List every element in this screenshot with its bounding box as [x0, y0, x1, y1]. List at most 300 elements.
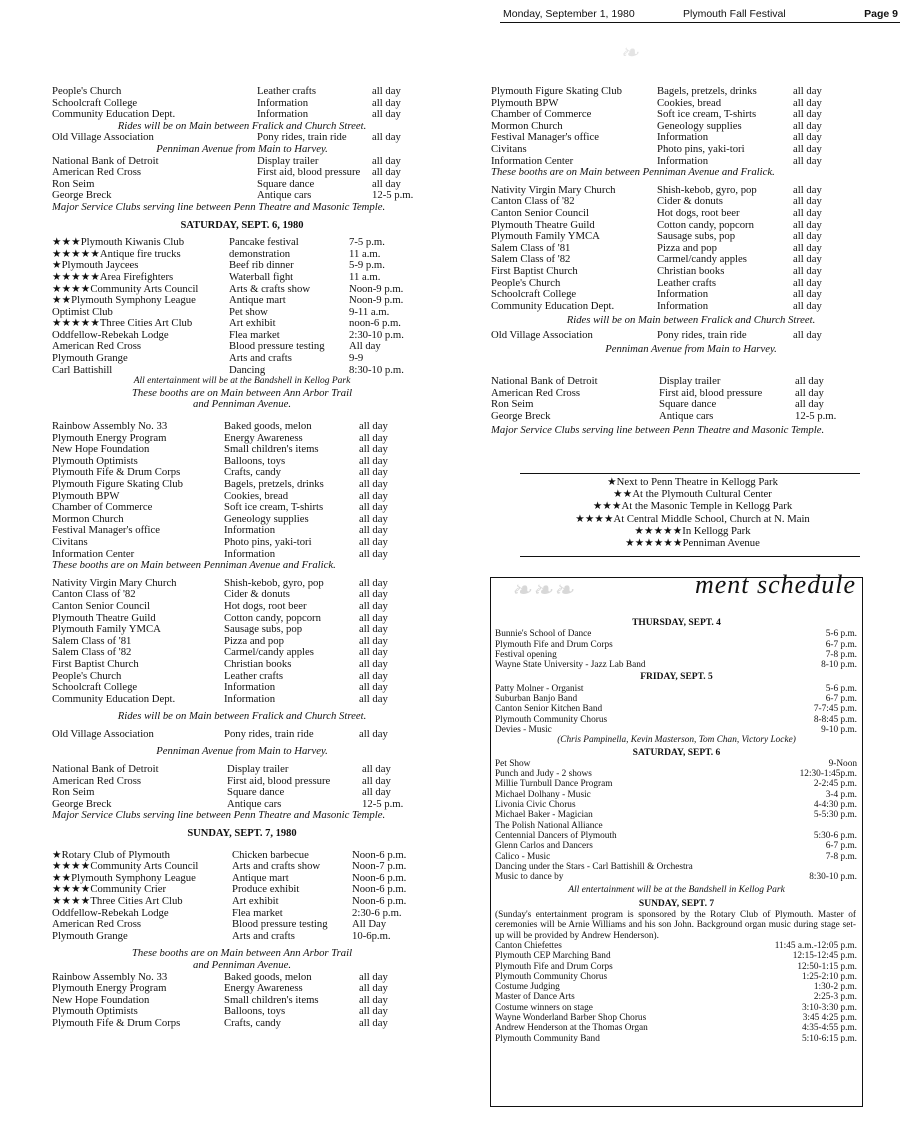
performance-time: 8-8:45 p.m.	[813, 714, 857, 725]
note: Penniman Avenue from Main to Harvey.	[605, 343, 777, 356]
schedule-row	[491, 800, 862, 810]
booth-time: 2:30-6 p.m.	[352, 906, 402, 919]
booth-organization: American Red Cross	[491, 386, 581, 399]
booth-row	[491, 376, 891, 388]
performer-note: (Chris Pampinella, Kevin Masterson, Tom Chan, Victory Locke)	[557, 735, 796, 746]
booth-item: Pet show	[229, 305, 268, 318]
booth-time: all day	[359, 466, 388, 479]
schedule-row	[491, 831, 862, 841]
booth-organization: Chamber of Commerce	[491, 108, 592, 121]
booth-time: all day	[372, 177, 401, 190]
booth-time: all day	[359, 547, 388, 560]
booth-item: Flea market	[229, 328, 280, 341]
booth-item: First aid, blood pressure	[227, 774, 331, 787]
booth-time: all day	[793, 253, 822, 266]
booth-time: all day	[793, 230, 822, 243]
booth-time: all day	[793, 108, 822, 121]
booth-organization: Plymouth Energy Program	[52, 982, 167, 995]
schedule-row	[491, 972, 862, 982]
booth-organization: Nativity Virgin Mary Church	[491, 183, 616, 196]
schedule-row	[491, 650, 862, 660]
booth-organization: Rainbow Assembly No. 33	[52, 970, 168, 983]
booth-organization: New Hope Foundation	[52, 993, 150, 1006]
schedule-row	[491, 951, 862, 961]
booth-row	[52, 659, 432, 671]
day-heading: SATURDAY, SEPT. 6	[632, 747, 721, 758]
booth-organization: Community Education Dept.	[52, 692, 176, 705]
booth-time: Noon-6 p.m.	[352, 871, 407, 884]
booth-time: all day	[359, 646, 388, 659]
booth-time: 12-5 p.m.	[372, 189, 414, 202]
booth-item: Cotton candy, popcorn	[224, 611, 321, 624]
booth-item: Antique mart	[229, 294, 286, 307]
booth-time: all day	[793, 299, 822, 312]
faded-title-ornament: ❧❧❧	[511, 578, 575, 604]
booth-row	[491, 411, 891, 423]
booth-organization: ★Plymouth Jaycees	[52, 259, 139, 272]
booth-time: 8:30-10 p.m.	[349, 363, 404, 376]
note: Penniman Avenue from Main to Harvey.	[156, 142, 328, 155]
performance-time: 7-8 p.m.	[825, 649, 857, 660]
note: Major Service Clubs serving line between Penn Theatre and Masonic Temple.	[52, 809, 386, 822]
note: and Penniman Avenue.	[192, 398, 292, 411]
booth-time: all day	[372, 166, 401, 179]
booth-organization: Plymouth Theatre Guild	[491, 218, 595, 231]
booth-time: all day	[372, 96, 401, 109]
booth-organization: ★★★★★Three Cities Art Club	[52, 317, 193, 330]
performance-time: 11:45 a.m.-12:05 p.m.	[774, 940, 857, 951]
schedule-row	[491, 660, 862, 670]
booth-organization: Plymouth Figure Skating Club	[52, 478, 183, 490]
booth-row	[52, 694, 432, 706]
booth-time: 7-5 p.m.	[349, 236, 385, 249]
booth-time: all day	[795, 386, 824, 399]
booth-item: Balloons, toys	[224, 454, 286, 467]
performer: Plymouth CEP Marching Band	[495, 951, 611, 962]
booth-organization: Plymouth Family YMCA	[52, 623, 161, 636]
sponsor-paragraph: (Sunday's entertainment program is sponsored by the Rotary Club of Plymouth. Master of ceremonies will be Arnie Williams and his son John. Background organ music during stage set-up will be provided by Andrew Henderson).	[495, 910, 856, 941]
performer: Millie Turnbull Dance Program	[495, 779, 613, 790]
booth-item: Square dance	[257, 177, 315, 190]
booth-time: all day	[359, 993, 388, 1006]
booth-organization: First Baptist Church	[52, 657, 139, 670]
schedule-row	[491, 992, 862, 1002]
faint-logo-mark: ❧	[620, 40, 639, 65]
schedule-title-text: ment schedule	[694, 570, 856, 599]
booth-organization: Salem Class of '82	[491, 253, 571, 266]
booth-row	[491, 144, 891, 156]
header-title: Plymouth Fall Festival	[683, 8, 786, 20]
booth-item: Baked goods, melon	[224, 420, 312, 433]
booth-item: Bagels, pretzels, drinks	[224, 478, 324, 490]
booth-time: 11 a.m.	[349, 270, 381, 283]
performer: Bunnie's School of Dance	[495, 629, 592, 640]
booth-item: Information	[657, 131, 709, 144]
booth-row	[52, 601, 432, 613]
performer: The Polish National Alliance	[495, 820, 603, 831]
booth-time: 9-11 a.m.	[349, 305, 390, 318]
booth-time: all day	[359, 623, 388, 636]
booth-organization: Plymouth Family YMCA	[491, 230, 600, 243]
booth-item: Information	[657, 154, 709, 167]
performer: Plymouth Fife and Drum Corps	[495, 961, 613, 972]
booth-item: Geneology supplies	[657, 119, 742, 132]
performance-time: 6-7 p.m.	[825, 841, 857, 852]
performer: Calico - Music	[495, 851, 551, 862]
performer: Michael Dolhany - Music	[495, 789, 591, 800]
performance-time: 3:10-3:30 p.m.	[801, 1002, 857, 1013]
booth-time: all day	[359, 1005, 388, 1018]
booth-organization: Civitans	[52, 535, 88, 548]
booth-organization: Salem Class of '81	[52, 634, 132, 647]
booth-item: Pony rides, train ride	[224, 727, 314, 740]
page-header	[500, 8, 900, 23]
booth-organization: Mormon Church	[491, 119, 563, 132]
day-heading: THURSDAY, SEPT. 4	[632, 618, 721, 628]
performer: Festival opening	[495, 649, 557, 660]
rows	[491, 330, 891, 342]
schedule-row	[491, 725, 862, 735]
booth-item: Cotton candy, popcorn	[657, 218, 754, 231]
note: Major Service Clubs serving line between Penn Theatre and Masonic Temple.	[491, 424, 825, 437]
schedule-row	[491, 684, 862, 694]
note: These booths are on Main between Ann Arbor Trail	[131, 386, 353, 399]
booth-row	[52, 799, 432, 811]
booth-item: Crafts, candy	[224, 466, 281, 479]
booth-item: Pony rides, train ride	[257, 131, 347, 144]
note: These booths are on Main between Penniman Avenue and Fralick.	[52, 559, 336, 572]
legend-item: ★★★★★In Kellogg Park	[634, 524, 751, 537]
booth-item: Cookies, bread	[657, 96, 722, 109]
booth-time: all day	[793, 142, 822, 155]
booth-item: Blood pressure testing	[232, 918, 328, 931]
booth-organization: Ron Seim	[52, 177, 95, 190]
booth-item: Photo pins, yaki-tori	[657, 142, 745, 155]
booth-organization: New Hope Foundation	[52, 443, 150, 456]
booth-organization: American Red Cross	[52, 166, 142, 179]
performer: Pet Show	[495, 758, 531, 769]
booth-organization: ★Rotary Club of Plymouth	[52, 848, 170, 861]
booth-row	[52, 353, 432, 365]
rows	[52, 729, 432, 741]
performance-time: 5-6 p.m.	[825, 683, 857, 694]
booth-organization: Oddfellow-Rebekah Lodge	[52, 906, 169, 919]
schedule-row	[491, 810, 862, 820]
booth-time: 11 a.m.	[349, 247, 381, 260]
booth-organization: Salem Class of '82	[52, 646, 132, 659]
booth-time: all day	[359, 970, 388, 983]
performer: Plymouth Fife and Drum Corps	[495, 639, 613, 650]
booth-organization: ★★Plymouth Symphony League	[52, 871, 196, 884]
booth-organization: Salem Class of '81	[491, 241, 571, 254]
booth-organization: Plymouth Grange	[52, 929, 128, 942]
booth-organization: Plymouth BPW	[52, 489, 120, 502]
booth-time: Noon-6 p.m.	[352, 883, 407, 896]
booth-item: Information	[224, 547, 276, 560]
schedule-row	[491, 769, 862, 779]
schedule-row	[491, 841, 862, 851]
booth-item: Carmel/candy apples	[657, 253, 747, 266]
booth-row	[52, 190, 432, 202]
booth-time: all day	[795, 398, 824, 411]
rows	[491, 185, 891, 313]
booth-item: Balloons, toys	[224, 1005, 286, 1018]
performance-time: 5:10-6:15 p.m.	[801, 1033, 857, 1044]
booth-organization: Ron Seim	[491, 398, 534, 411]
rows	[491, 86, 891, 167]
booth-organization: Old Village Association	[491, 328, 593, 341]
booth-organization: Schoolcraft College	[52, 681, 138, 694]
booth-item: Information	[224, 524, 276, 537]
booth-organization: People's Church	[52, 669, 122, 682]
schedule-row	[491, 821, 862, 831]
performance-time: 1:25-2:10 p.m.	[801, 971, 857, 982]
booth-organization: Rainbow Assembly No. 33	[52, 420, 168, 433]
performer: Plymouth Community Band	[495, 1033, 600, 1044]
booth-time: all day	[793, 328, 822, 341]
booth-time: all day	[793, 154, 822, 167]
booth-time: all day	[793, 264, 822, 277]
booth-time: 2:30-10 p.m.	[349, 328, 404, 341]
booth-row	[52, 109, 432, 121]
booth-time: all day	[359, 443, 388, 456]
booth-time: all day	[359, 657, 388, 670]
booth-time: all day	[362, 763, 391, 776]
booth-item: Baked goods, melon	[224, 970, 312, 983]
booth-item: Flea market	[232, 906, 283, 919]
booth-item: First aid, blood pressure	[257, 166, 361, 179]
booth-organization: George Breck	[52, 189, 112, 202]
schedule-row	[491, 640, 862, 650]
schedule-row	[491, 872, 862, 882]
booth-organization: People's Church	[491, 276, 561, 289]
booth-organization: American Red Cross	[52, 918, 142, 931]
booth-time: all day	[359, 512, 388, 525]
booth-organization: Community Education Dept.	[52, 108, 176, 121]
booth-time: noon-6 p.m.	[349, 317, 401, 330]
performance-time: 5-6 p.m.	[825, 629, 857, 640]
performance-time: 2:25-3 p.m.	[813, 992, 857, 1003]
booth-time: 5-9 p.m.	[349, 259, 385, 272]
booth-row	[491, 231, 891, 243]
booth-organization: Canton Class of '82	[52, 588, 136, 601]
schedule-row	[491, 962, 862, 972]
booth-time: all day	[359, 982, 388, 995]
header-page-number: Page 9	[864, 8, 898, 20]
booth-item: Sausage subs, pop	[224, 623, 303, 636]
booth-item: Hot dogs, root beer	[224, 599, 307, 612]
note: Rides will be on Main between Fralick and Church Street.	[117, 119, 367, 132]
booth-item: Pancake festival	[229, 236, 299, 249]
performance-time: 1:30-2 p.m.	[813, 982, 857, 993]
booth-organization: First Baptist Church	[491, 264, 578, 277]
booth-time: Noon-6 p.m.	[352, 895, 407, 907]
booth-organization: Plymouth Optimists	[52, 1005, 138, 1018]
day-heading: SUNDAY, SEPT. 7	[638, 898, 715, 909]
schedule-row	[491, 694, 862, 704]
booth-item: Display trailer	[659, 375, 721, 388]
booth-time: all day	[793, 85, 822, 97]
legend-item: ★★★★At Central Middle School, Church at N. Main	[575, 512, 810, 525]
booth-row	[52, 167, 432, 179]
booth-item: Pony rides, train ride	[657, 328, 747, 341]
booth-organization: ★★★★Community Arts Council	[52, 282, 199, 295]
booth-organization: Old Village Association	[52, 727, 154, 740]
booth-time: all day	[372, 154, 401, 167]
booth-row	[491, 301, 891, 313]
schedule-row	[491, 790, 862, 800]
booth-item: Small children's items	[224, 993, 319, 1006]
schedule-row	[491, 759, 862, 769]
booth-row	[52, 237, 432, 249]
booth-time: All day	[349, 340, 381, 353]
booth-organization: ★★★★★Area Firefighters	[52, 270, 174, 283]
divider	[520, 556, 860, 557]
booth-row	[491, 266, 891, 278]
booth-item: Display trailer	[257, 154, 319, 167]
performer: Michael Baker - Magician	[495, 810, 593, 821]
booth-row	[52, 983, 432, 995]
booth-item: Antique cars	[257, 189, 312, 202]
booth-organization: Carl Battishill	[52, 363, 113, 376]
schedule-rows	[491, 759, 862, 883]
booth-time: all day	[793, 119, 822, 132]
booth-organization: Community Education Dept.	[491, 299, 615, 312]
booth-time: Noon-9 p.m.	[349, 294, 404, 307]
booth-item: Art exhibit	[229, 317, 276, 330]
booth-item: Leather crafts	[657, 276, 717, 289]
booth-organization: ★★Plymouth Symphony League	[52, 294, 196, 307]
rows	[52, 86, 432, 121]
booth-organization: ★★★Plymouth Kiwanis Club	[52, 236, 185, 249]
performer: Costume winners on stage	[495, 1002, 593, 1013]
booth-item: Hot dogs, root beer	[657, 206, 740, 219]
booth-organization: American Red Cross	[52, 340, 142, 353]
booth-row	[491, 330, 891, 342]
booth-item: Shish-kebob, gyro, pop	[224, 576, 324, 589]
booth-organization: ★★★★★Antique fire trucks	[52, 247, 181, 260]
booth-row	[52, 931, 432, 943]
booth-organization: American Red Cross	[52, 774, 142, 787]
schedule-row	[491, 704, 862, 714]
schedule-row	[491, 982, 862, 992]
legend-item: ★★★★★★Penniman Avenue	[625, 537, 760, 550]
legend-item: ★★At the Plymouth Cultural Center	[613, 488, 772, 501]
schedule-rows	[491, 684, 862, 735]
schedule-row	[491, 941, 862, 951]
booth-item: Arts and crafts show	[232, 860, 321, 873]
performance-time: 9-10 p.m.	[821, 724, 857, 735]
booth-time: all day	[359, 692, 388, 705]
performer: Wayne State University - Jazz Lab Band	[495, 660, 646, 671]
booth-organization: Plymouth Fife & Drum Corps	[52, 466, 181, 479]
booth-item: Arts and crafts	[232, 929, 295, 942]
booth-time: all day	[372, 85, 401, 97]
booth-organization: Mormon Church	[52, 512, 124, 525]
performance-time: 6-7 p.m.	[825, 694, 857, 705]
booth-item: Information	[657, 299, 709, 312]
note: Rides will be on Main between Fralick and Church Street.	[117, 710, 367, 723]
booth-organization: National Bank of Detroit	[52, 763, 159, 776]
booth-item: Geneology supplies	[224, 512, 309, 525]
booth-organization: National Bank of Detroit	[52, 154, 159, 167]
booth-time: All Day	[352, 918, 387, 931]
booth-row	[52, 624, 432, 636]
performer: Costume Judging	[495, 982, 560, 993]
booth-row	[52, 295, 432, 307]
schedule-row	[491, 852, 862, 862]
performer: Punch and Judy - 2 shows	[495, 769, 592, 780]
performer: Suburban Banjo Band	[495, 694, 578, 705]
section-heading: SATURDAY, SEPT. 6, 1980	[180, 219, 304, 231]
performance-time: 12:15-12:45 p.m.	[792, 951, 857, 962]
booth-time: all day	[359, 489, 388, 502]
booth-item: Information	[224, 692, 276, 705]
booth-item: Waterball fight	[229, 270, 294, 283]
booth-item: Pizza and pop	[224, 634, 284, 647]
booth-organization: Information Center	[491, 154, 574, 167]
booth-organization: Plymouth Theatre Guild	[52, 611, 156, 624]
schedule-rows	[491, 629, 862, 670]
booth-item: Antique cars	[227, 797, 282, 810]
note: Rides will be on Main between Fralick and Church Street.	[566, 314, 816, 327]
performer: Master of Dance Arts	[495, 992, 575, 1003]
booth-time: all day	[793, 241, 822, 254]
booth-time: all day	[793, 288, 822, 301]
booth-organization: Canton Class of '82	[491, 195, 575, 208]
booth-item: Arts & crafts show	[229, 282, 311, 295]
performer: Centennial Dancers of Plymouth	[495, 830, 617, 841]
booth-item: Photo pins, yaki-tori	[224, 535, 312, 548]
booth-time: all day	[359, 681, 388, 694]
booth-item: Information	[257, 96, 309, 109]
booth-item: Christian books	[224, 657, 292, 670]
entertainment-schedule-box	[490, 570, 863, 1107]
performer: Andrew Henderson at the Thomas Organ	[495, 1023, 648, 1034]
note: and Penniman Avenue.	[192, 958, 292, 971]
booth-organization: Plymouth Figure Skating Club	[491, 85, 622, 97]
schedule-row	[491, 1023, 862, 1033]
booth-time: all day	[793, 276, 822, 289]
booth-time: 10-6p.m.	[352, 929, 391, 942]
booth-item: Pizza and pop	[657, 241, 717, 254]
booth-item: Chicken barbecue	[232, 848, 309, 861]
performance-time: 4-4:30 p.m.	[813, 800, 857, 811]
booth-organization: Plymouth Optimists	[52, 454, 138, 467]
booth-organization: ★★★★Community Crier	[52, 883, 167, 896]
performance-time: 5:30-6 p.m.	[813, 830, 857, 841]
booth-row	[491, 208, 891, 220]
schedule-row	[491, 629, 862, 639]
booth-time: all day	[362, 774, 391, 787]
booth-time: all day	[359, 611, 388, 624]
booth-time: all day	[359, 669, 388, 682]
booth-item: Art exhibit	[232, 895, 279, 907]
booth-time: all day	[793, 206, 822, 219]
schedule-row	[491, 1013, 862, 1023]
booth-row	[52, 86, 432, 98]
schedule-row	[491, 862, 862, 872]
booth-organization: Plymouth Energy Program	[52, 431, 167, 444]
performer: Plymouth Community Chorus	[495, 971, 608, 982]
booth-time: all day	[362, 786, 391, 799]
booth-row	[52, 549, 432, 561]
schedule-row	[491, 715, 862, 725]
booth-row	[52, 365, 432, 377]
divider	[520, 473, 860, 474]
booth-item: Square dance	[227, 786, 285, 799]
booth-item: Soft ice cream, T-shirts	[224, 501, 324, 514]
